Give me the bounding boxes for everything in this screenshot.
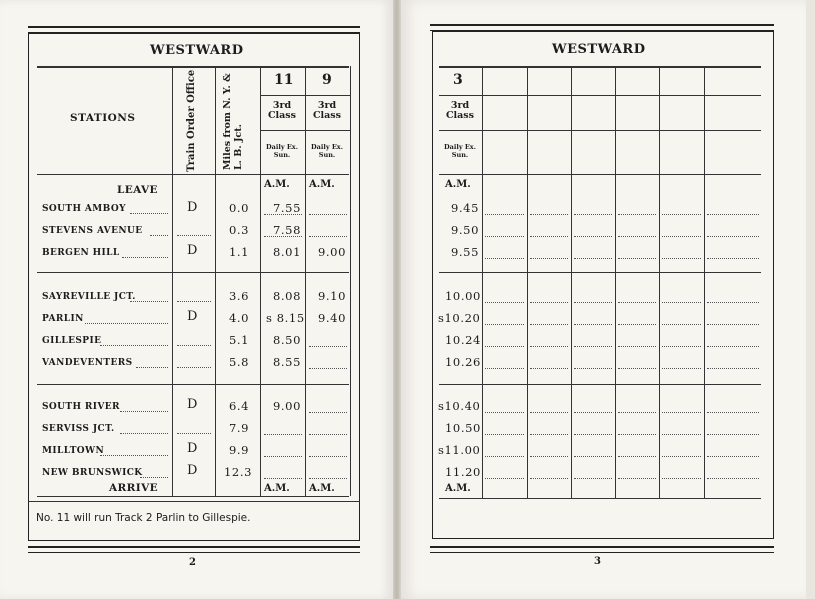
- col-divider: [172, 66, 173, 496]
- leader-dots: [530, 302, 568, 303]
- leader-dots: [574, 324, 612, 325]
- leader-dots: [618, 346, 656, 347]
- leader-dots: [100, 345, 168, 346]
- am-label: A.M.: [445, 179, 471, 190]
- station-name: MILLTOWN: [42, 446, 105, 456]
- time-train-3: s10.40: [438, 399, 481, 413]
- leader-dots: [618, 214, 656, 215]
- miles-value: 9.9: [229, 443, 250, 457]
- leader-dots: [309, 368, 347, 369]
- time-train-3: 10.50: [445, 421, 481, 435]
- leader-dots: [662, 478, 701, 479]
- leader-dots: [485, 236, 524, 237]
- leader-dots: [662, 368, 701, 369]
- time-train-3: 10.24: [445, 333, 481, 347]
- group-rule: [439, 384, 761, 385]
- time-train-3: 9.50: [451, 223, 480, 237]
- leader-dots: [485, 346, 524, 347]
- leader-dots: [130, 213, 168, 214]
- miles-value: 1.1: [229, 245, 250, 259]
- leader-dots: [177, 301, 211, 302]
- miles-value: 12.3: [224, 465, 253, 479]
- header-bottom-rule: [439, 174, 761, 175]
- leader-dots: [662, 412, 701, 413]
- time-train-11: 8.01: [273, 245, 302, 259]
- leader-dots: [177, 367, 211, 368]
- leader-dots: [530, 412, 568, 413]
- time-train-3: 11.20: [445, 465, 481, 479]
- leader-dots: [618, 258, 656, 259]
- table-bottom-rule: [439, 498, 761, 499]
- leader-dots: [264, 214, 302, 215]
- bottom-rule: [430, 546, 774, 553]
- leader-dots: [662, 434, 701, 435]
- time-train-3: s11.00: [438, 443, 481, 457]
- table-bottom-rule: [37, 496, 349, 497]
- train-order-header: Train Order Office: [186, 69, 197, 172]
- leader-dots: [662, 236, 701, 237]
- header-rule: [260, 95, 350, 96]
- leader-dots: [707, 258, 759, 259]
- station-name: BERGEN HILL: [42, 248, 120, 258]
- leader-dots: [662, 456, 701, 457]
- leader-dots: [574, 258, 612, 259]
- train-order-mark: D: [187, 397, 199, 412]
- leader-dots: [309, 214, 347, 215]
- leader-dots: [530, 214, 568, 215]
- time-train-3: 9.45: [451, 201, 480, 215]
- leader-dots: [707, 214, 759, 215]
- station-name: SERVISS JCT.: [42, 424, 115, 434]
- station-name: SOUTH AMBOY: [42, 204, 126, 214]
- leader-dots: [309, 346, 347, 347]
- train-days: Daily Ex. Sun.: [266, 143, 298, 159]
- title-rule: [439, 66, 761, 68]
- leader-dots: [618, 368, 656, 369]
- leader-dots: [707, 368, 759, 369]
- station-name: PARLIN: [42, 314, 84, 324]
- leader-dots: [530, 258, 568, 259]
- leader-dots: [707, 412, 759, 413]
- station-name: SOUTH RIVER: [42, 402, 120, 412]
- leader-dots: [485, 324, 524, 325]
- leader-dots: [707, 324, 759, 325]
- train-class: 3rd Class: [445, 100, 475, 121]
- leader-dots: [618, 456, 656, 457]
- leader-dots: [485, 412, 524, 413]
- time-train-11: s 8.15: [266, 311, 305, 325]
- leader-dots: [100, 455, 168, 456]
- time-train-11: 9.00: [273, 399, 302, 413]
- leader-dots: [662, 258, 701, 259]
- miles-value: 4.0: [229, 311, 250, 325]
- header-bottom-rule: [37, 174, 349, 175]
- stations-header: STATIONS: [70, 112, 136, 124]
- miles-header: Miles from N. Y. & L. B. Jct.: [222, 73, 244, 170]
- time-train-3: 9.55: [451, 245, 480, 259]
- am-label: A.M.: [309, 179, 335, 190]
- arrive-label: ARRIVE: [109, 482, 159, 494]
- miles-value: 0.0: [229, 201, 250, 215]
- leader-dots: [662, 214, 701, 215]
- miles-value: 7.9: [229, 421, 250, 435]
- leader-dots: [264, 456, 302, 457]
- leader-dots: [530, 346, 568, 347]
- title-rule: [37, 66, 349, 68]
- time-train-3: 10.00: [445, 289, 481, 303]
- leader-dots: [140, 477, 168, 478]
- miles-value: 3.6: [229, 289, 250, 303]
- miles-value: 5.1: [229, 333, 250, 347]
- group-rule: [439, 272, 761, 273]
- miles-value: 0.3: [229, 223, 250, 237]
- miles-value: 5.8: [229, 355, 250, 369]
- am-label: A.M.: [264, 179, 290, 190]
- leader-dots: [120, 433, 168, 434]
- leader-dots: [530, 434, 568, 435]
- leader-dots: [85, 323, 168, 324]
- leader-dots: [662, 346, 701, 347]
- station-name: SAYREVILLE JCT.: [42, 292, 136, 302]
- leader-dots: [530, 324, 568, 325]
- leader-dots: [707, 478, 759, 479]
- leader-dots: [530, 236, 568, 237]
- leader-dots: [618, 236, 656, 237]
- station-name: VANDEVENTERS: [42, 358, 133, 368]
- station-name: NEW BRUNSWICK: [42, 468, 143, 478]
- top-rule: [430, 24, 774, 31]
- train-days: Daily Ex. Sun.: [311, 143, 343, 159]
- bottom-rule: [28, 546, 360, 553]
- leader-dots: [574, 346, 612, 347]
- group-rule: [37, 384, 349, 385]
- leader-dots: [574, 456, 612, 457]
- leader-dots: [707, 456, 759, 457]
- train-order-mark: D: [187, 309, 199, 324]
- leader-dots: [530, 368, 568, 369]
- leader-dots: [574, 236, 612, 237]
- leader-dots: [150, 235, 168, 236]
- page-title: WESTWARD: [552, 42, 646, 57]
- leader-dots: [618, 302, 656, 303]
- col-divider: [350, 66, 351, 496]
- train-days: Daily Ex. Sun.: [444, 143, 476, 159]
- book-gutter: [393, 0, 401, 599]
- page-number: 3: [594, 556, 601, 567]
- leader-dots: [485, 258, 524, 259]
- leader-dots: [122, 257, 168, 258]
- am-label: A.M.: [309, 483, 335, 494]
- train-order-mark: D: [187, 463, 199, 478]
- leader-dots: [574, 302, 612, 303]
- header-rule: [260, 130, 350, 131]
- leader-dots: [707, 346, 759, 347]
- leader-dots: [309, 236, 347, 237]
- time-train-11: 8.50: [273, 333, 302, 347]
- note-rule: [28, 501, 360, 502]
- left-page: [0, 0, 393, 599]
- leader-dots: [707, 302, 759, 303]
- leader-dots: [120, 411, 168, 412]
- leader-dots: [264, 478, 302, 479]
- leader-dots: [574, 214, 612, 215]
- miles-value: 6.4: [229, 399, 250, 413]
- leader-dots: [530, 478, 568, 479]
- station-name: GILLESPIE: [42, 336, 102, 346]
- leader-dots: [530, 456, 568, 457]
- leader-dots: [177, 345, 211, 346]
- leader-dots: [309, 412, 347, 413]
- time-train-3: s10.20: [438, 311, 481, 325]
- page-number: 2: [189, 557, 196, 568]
- leader-dots: [618, 478, 656, 479]
- leader-dots: [485, 302, 524, 303]
- group-rule: [37, 272, 349, 273]
- leader-dots: [177, 235, 211, 236]
- leader-dots: [574, 478, 612, 479]
- time-train-9: 9.00: [318, 245, 347, 259]
- leader-dots: [707, 236, 759, 237]
- leader-dots: [136, 367, 168, 368]
- am-label: A.M.: [264, 483, 290, 494]
- leader-dots: [485, 456, 524, 457]
- leader-dots: [130, 301, 168, 302]
- leader-dots: [309, 434, 347, 435]
- leader-dots: [485, 368, 524, 369]
- col-divider: [215, 66, 216, 496]
- train-order-mark: D: [187, 200, 199, 215]
- leader-dots: [662, 324, 701, 325]
- leader-dots: [618, 324, 656, 325]
- leader-dots: [177, 433, 211, 434]
- time-train-11: 8.08: [273, 289, 302, 303]
- leader-dots: [485, 214, 524, 215]
- leader-dots: [574, 412, 612, 413]
- time-train-11: 8.55: [273, 355, 302, 369]
- time-train-9: 9.40: [318, 311, 347, 325]
- leader-dots: [485, 434, 524, 435]
- train-class: 3rd Class: [267, 100, 297, 121]
- train-number: 11: [274, 72, 294, 88]
- leader-dots: [485, 478, 524, 479]
- time-train-3: 10.26: [445, 355, 481, 369]
- time-train-11: 7.58: [273, 223, 302, 237]
- timetable-frame: [432, 31, 774, 539]
- leader-dots: [309, 456, 347, 457]
- leader-dots: [264, 236, 302, 237]
- right-page: [401, 0, 806, 599]
- time-train-11: 7.55: [273, 201, 302, 215]
- station-name: STEVENS AVENUE: [42, 226, 143, 236]
- leader-dots: [309, 478, 347, 479]
- leader-dots: [264, 434, 302, 435]
- header-rule: [439, 130, 761, 131]
- leave-label: LEAVE: [117, 184, 158, 196]
- leader-dots: [662, 302, 701, 303]
- header-rule: [439, 95, 761, 96]
- leader-dots: [574, 434, 612, 435]
- leader-dots: [707, 434, 759, 435]
- page-title: WESTWARD: [150, 43, 244, 58]
- train-number: 3: [453, 72, 463, 88]
- train-order-mark: D: [187, 243, 199, 258]
- leader-dots: [618, 434, 656, 435]
- footnote: No. 11 will run Track 2 Parlin to Gillespie.: [36, 512, 251, 524]
- train-order-mark: D: [187, 441, 199, 456]
- train-class: 3rd Class: [312, 100, 342, 121]
- top-rule: [28, 26, 360, 33]
- train-number: 9: [322, 72, 332, 88]
- am-label: A.M.: [445, 483, 471, 494]
- leader-dots: [574, 368, 612, 369]
- time-train-9: 9.10: [318, 289, 347, 303]
- leader-dots: [618, 412, 656, 413]
